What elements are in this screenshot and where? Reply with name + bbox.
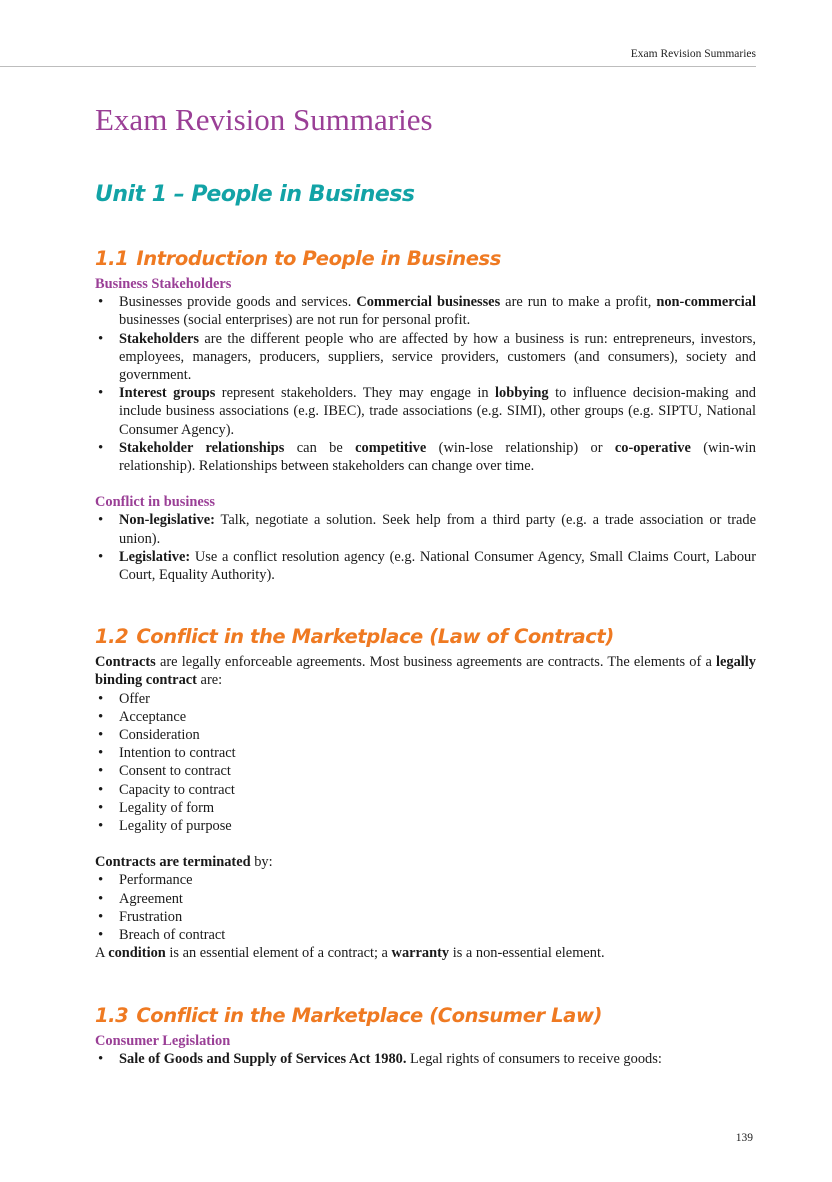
contracts-intro: Contracts are legally enforceable agreements. Most business agreements are contracts. The elements of a legally binding contract are:	[95, 654, 756, 689]
list-item: • Stakeholders are the different people who are affected by how a business is run: entrepreneurs, investors, employees, managers, producers, suppliers, service providers, customers (and consumers), society and government.	[95, 330, 756, 385]
list-item: • Non-legislative: Talk, negotiate a solution. Seek help from a third party (e.g. a trade association or trade union).	[95, 511, 756, 547]
section-number: 1.3	[95, 1003, 129, 1027]
contracts-terminated-intro: Contracts are terminated by:	[95, 854, 273, 871]
conflict-list	[95, 511, 756, 584]
list-item: • Offer	[95, 690, 756, 708]
list-item: • Legislative: Use a conflict resolution agency (e.g. National Consumer Agency, Small Claims Court, Labour Court, Equality Authority).	[95, 548, 756, 584]
consumer-legislation-list	[95, 1050, 756, 1068]
page-content	[95, 100, 756, 1068]
list-item: • Agreement	[95, 890, 756, 908]
list-item: • Performance	[95, 871, 756, 889]
section-number: 1.1	[95, 247, 129, 270]
list-item: • Interest groups represent stakeholders. They may engage in lobbying to influence decision-making and include business associations (e.g. IBEC), trade associations (e.g. SIMI), other groups (e.g. SIPTU, National Consumer Agency).	[95, 384, 756, 439]
list-item: • Consideration	[95, 726, 756, 744]
section-1-2-title	[95, 624, 756, 650]
condition-warranty-note: A condition is an essential element of a contract; a warranty is a non-essential element.	[95, 945, 605, 962]
section-title-text: Conflict in the Marketplace (Law of Contract)	[136, 625, 614, 649]
contract-termination-list	[95, 871, 756, 944]
section-title-text: Introduction to People in Business	[136, 247, 501, 270]
contract-elements-list	[95, 690, 756, 836]
page-title: Exam Revision Summaries	[95, 102, 433, 137]
unit-title: Unit 1 – People in Business	[95, 182, 415, 207]
list-item: • Breach of contract	[95, 926, 756, 944]
section-title-text: Conflict in the Marketplace (Consumer Law)	[136, 1003, 603, 1027]
list-item: • Stakeholder relationships can be competitive (win-lose relationship) or co-operative (win-win relationship). Relationships between stakeholders can change over time.	[95, 439, 756, 475]
business-stakeholders-heading: Business Stakeholders	[95, 276, 232, 292]
list-item: • Sale of Goods and Supply of Services Act 1980. Legal rights of consumers to receive goods:	[95, 1050, 756, 1068]
list-item: • Legality of purpose	[95, 817, 756, 835]
list-item: • Intention to contract	[95, 744, 756, 762]
stakeholders-list	[95, 293, 756, 475]
conflict-in-business-heading: Conflict in business	[95, 494, 215, 511]
running-head: Exam Revision Summaries	[630, 48, 756, 60]
page-number: 139	[735, 1132, 753, 1144]
list-item: • Frustration	[95, 908, 756, 926]
list-item: • Consent to contract	[95, 762, 756, 780]
list-item: • Capacity to contract	[95, 781, 756, 799]
section-1-1-title	[95, 246, 756, 272]
list-item: • Businesses provide goods and services. Commercial businesses are run to make a profit, non-commercial businesses (social enterprises) are not run for personal profit.	[95, 293, 756, 329]
section-number: 1.2	[95, 625, 129, 649]
consumer-legislation-heading: Consumer Legislation	[95, 1032, 231, 1049]
list-item: • Legality of form	[95, 799, 756, 817]
section-1-3-title	[95, 1003, 756, 1029]
list-item: • Acceptance	[95, 708, 756, 726]
header-rule	[0, 66, 756, 67]
